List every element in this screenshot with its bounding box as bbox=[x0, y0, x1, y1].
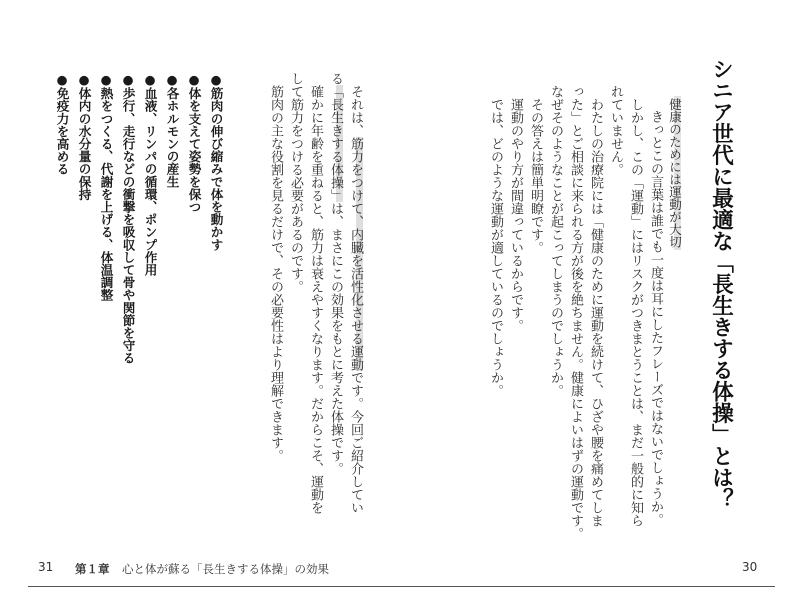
text-run: る bbox=[328, 72, 343, 85]
page-number: 30 bbox=[742, 560, 758, 574]
page-number: 31 bbox=[38, 560, 54, 574]
paragraph-line bbox=[349, 85, 362, 514]
section-heading: シニア世代に最適な「長生きする体操」とは？ bbox=[708, 58, 734, 510]
bullet-icon: ● bbox=[120, 72, 136, 87]
list-item: ●体内の水分量の保持 bbox=[76, 72, 92, 201]
paragraph-line: れていません。 bbox=[608, 85, 623, 176]
bullet-icon: ● bbox=[98, 72, 114, 87]
paragraph-line: 運動のやり方が間違っているからです。 bbox=[508, 98, 523, 332]
footer-rule bbox=[400, 586, 775, 587]
bullet-icon: ● bbox=[186, 72, 202, 87]
chapter-label: 第１章 bbox=[75, 562, 110, 576]
paragraph-line: った」とご相談に来られる方が後を絶ちません。健康によいはずの運動です。 bbox=[568, 85, 583, 540]
paragraph-line: その答えは簡単明瞭です。 bbox=[528, 98, 543, 254]
highlighted-text: 「長生きする体操」 bbox=[328, 85, 343, 202]
subheading: 健康のためには運動が大切 bbox=[667, 98, 683, 248]
list-item: ●筋肉の伸び縮みで体を動かす bbox=[208, 72, 224, 251]
bullet-icon: ● bbox=[54, 72, 70, 87]
list-item: ●免疫力を高める bbox=[54, 72, 70, 176]
list-item: ●各ホルモンの産生 bbox=[164, 72, 180, 188]
bullet-icon: ● bbox=[208, 72, 224, 87]
paragraph-line: なぜそのようなことが起こってしまうのでしょうか。 bbox=[548, 85, 563, 397]
paragraph-line: では、どのような運動が適しているのでしょうか。 bbox=[488, 98, 503, 397]
bullet-icon: ● bbox=[142, 72, 158, 87]
chapter-title: 心と体が蘇る「長生きする体操」の効果 bbox=[122, 562, 329, 576]
paragraph-line: しかし、この「運動」にはリスクがつきまとうことは、まだ一般的に知ら bbox=[628, 98, 643, 527]
text-run: です。今回ご紹介してい bbox=[348, 371, 363, 514]
bullet-icon: ● bbox=[164, 72, 180, 87]
paragraph-line: 確かに年齢を重ねると、筋力は衰えやすくなります。だからこそ、運動を bbox=[308, 85, 323, 514]
list-item: ●体を支えて姿勢を保つ bbox=[186, 72, 202, 213]
text-run: は、まさにこの効果をもとに考えた体操です。 bbox=[328, 202, 343, 475]
footer-rule bbox=[28, 586, 400, 587]
list-item: ●血液、リンパの循環、ポンプ作用 bbox=[142, 72, 158, 276]
paragraph-line: きっとこの言葉は誰でも一度は耳にしたフレーズではないでしょうか。 bbox=[648, 110, 663, 526]
bullet-icon: ● bbox=[76, 72, 92, 87]
list-item: ●歩行、走行などの衝撃を吸収して骨や関節を守る bbox=[120, 72, 136, 365]
list-item: ●熱をつくる、代謝を上げる、体温調整 bbox=[98, 72, 114, 302]
paragraph-line: 筋肉の主な役割を見るだけで、その必要性はより理解できます。 bbox=[268, 85, 283, 462]
paragraph-line: して筋力をつける必要があるのです。 bbox=[288, 72, 303, 293]
text-run: それは、 bbox=[348, 85, 363, 137]
paragraph-line bbox=[329, 72, 342, 475]
right-page bbox=[400, 0, 800, 607]
highlighted-text: 筋力をつけて、内臓を活性化させる運動 bbox=[348, 137, 363, 371]
paragraph-line: わたしの治療院には「健康のために運動を続けて、ひざや腰を痛めてしま bbox=[588, 98, 603, 527]
